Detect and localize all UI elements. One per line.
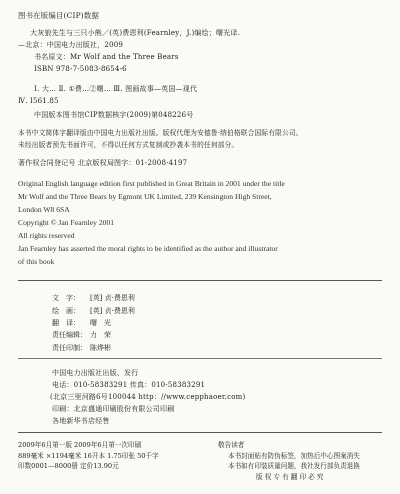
- credit-print-supervisor-value: 陈烨彬: [90, 344, 111, 352]
- edition-line-3: 印数0001—8000册 定价13.90元: [18, 462, 119, 470]
- credit-illustrator: [52, 308, 135, 315]
- credit-writer-value: [英] 贞·费恩利: [90, 294, 135, 302]
- edition-line-2: 889毫米 ×1194毫米 16开本 1.75印张 50千字: [18, 451, 159, 460]
- credit-print-supervisor: [52, 345, 111, 352]
- publisher-line-5: 各地新华书店经售: [52, 417, 110, 425]
- credit-editor-label: 责任编辑：: [52, 331, 87, 339]
- credit-translator: [52, 320, 111, 327]
- cip-publisher-line: —北京：中国电力出版社，2009: [18, 41, 124, 49]
- cip-subjects: Ⅰ. 大… Ⅱ. ①费…②曙… Ⅲ. 图画故事—英国—现代: [34, 85, 198, 93]
- credit-editor-value: 力 荣: [90, 331, 111, 339]
- english-line-1: Original English language edition first published in Great Britain in 2001 under the title: [18, 179, 285, 188]
- publisher-line-2: 电话：010-58383291 传真：010-58383291: [52, 381, 206, 389]
- publisher-line-3: (北京三里河路6号100044 http：//www.cepphaoer.com): [50, 393, 246, 401]
- notice-line-3: 版 权 专 有 翻 印 必 究: [256, 472, 324, 481]
- publisher-line-4: 印刷：北京盛通印刷股份有限公司印刷: [52, 405, 175, 413]
- license-line-1: 本书中文简体字翻译版由中国电力出版社出版。版权代理为安德鲁·纳伯格联合国际有限公司。: [18, 129, 303, 137]
- credit-writer-label: 文 字：: [52, 294, 80, 302]
- license-line-2: 未经出版者预先书面许可，不得以任何方式复制或抄袭本书的任何部分。: [18, 141, 239, 149]
- cip-title-line: 大灰狼先生与三只小熊／(英)费恩利(Fearnley，J.)编绘；曙光译.: [30, 29, 241, 37]
- cip-heading: 图书在版编目(CIP)数据: [18, 11, 100, 20]
- divider-middle: [18, 358, 382, 359]
- credit-editor: [52, 332, 111, 339]
- credit-translator-label: 翻 译：: [52, 319, 80, 327]
- cip-classification: Ⅳ. I561.85: [18, 97, 59, 105]
- divider-bottom: [18, 432, 382, 433]
- credit-illustrator-value: [英] 贞·费恩利: [90, 307, 135, 315]
- english-line-4: Copyright © Jan Fearnley 2001: [18, 218, 115, 227]
- english-line-5: All rights reserved: [18, 231, 75, 240]
- publisher-line-1: 中国电力出版社出版、发行: [52, 369, 139, 377]
- reader-notice: [218, 440, 360, 482]
- notice-title: 敬告读者: [218, 441, 245, 449]
- english-line-7: of this book: [18, 257, 55, 266]
- english-line-3: London W8 6SA: [18, 205, 70, 214]
- english-line-6: Jan Fearnley has asserted the moral rights to be identified as the author and illustrator: [18, 244, 278, 253]
- cip-original-title: 书名原文：Mr Wolf and the Three Bears: [34, 53, 179, 61]
- registration-number: 著作权合同登记号 北京版权局图字：01-2008-4197: [18, 159, 188, 167]
- credit-print-supervisor-label: 责任印制：: [52, 344, 87, 352]
- english-line-2: Mr Wolf and the Three Bears by Egmont UK Limited, 239 Kensington High Street,: [18, 192, 272, 201]
- notice-line-2: 本书如有印装质量问题，我社发行部负责退换: [228, 462, 360, 470]
- divider-top: [18, 280, 382, 281]
- edition-line-1: 2009年6月第一版 2009年6月第一次印刷: [18, 441, 142, 449]
- cip-core-number: 中国版本图书馆CIP数据核字(2009)第048226号: [34, 111, 194, 119]
- credit-illustrator-label: 绘 画：: [52, 307, 80, 315]
- edition-block: [18, 440, 159, 472]
- credit-translator-value: 曙 光: [90, 319, 111, 327]
- cip-isbn: ISBN 978-7-5083-8654-6: [34, 65, 127, 73]
- notice-line-1: 本书封面贴有防伪标签，加热后中心图案消失: [228, 451, 360, 460]
- credit-writer: [52, 295, 135, 302]
